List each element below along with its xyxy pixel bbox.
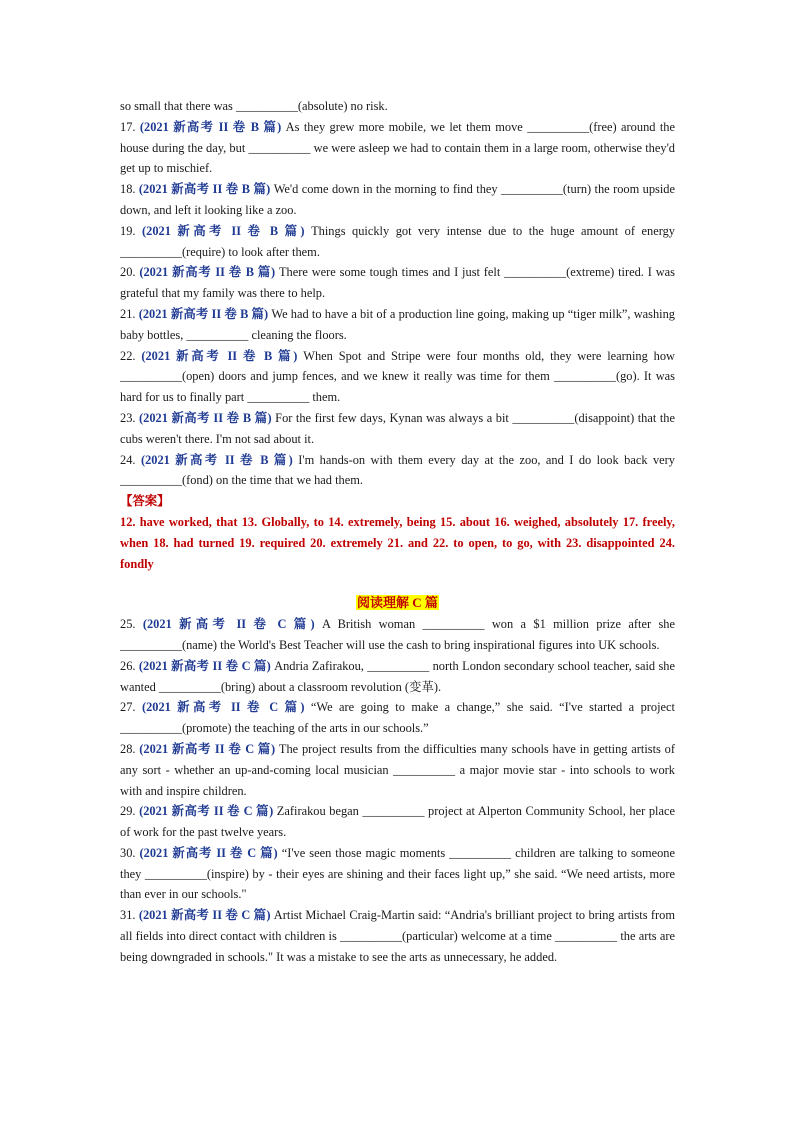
- source-tag: (2021 新高考 II 卷 C 篇): [139, 804, 274, 819]
- exercise-item: 21. (2021 新高考 II 卷 B 篇) We had to have a bit of a production line going, making up “tiger milk”, washing baby bottles, __________ cleaning the floors.: [120, 306, 675, 342]
- source-tag: (2021 新高考 II 卷 C 篇): [139, 845, 278, 860]
- source-tag: (2021 新高考 II 卷 B 篇): [142, 223, 305, 238]
- exercise-item: 17. (2021 新高考 II 卷 B 篇) As they grew more mobile, we let them move __________(free) around the house during the day, but __________ we were asleep we had to contain them in a large room, otherwise they'd get up to mischief.: [120, 119, 675, 176]
- source-tag: (2021 新高考 II 卷 C 篇): [138, 908, 271, 923]
- source-tag: (2021 新高考 II 卷 B 篇): [139, 119, 282, 134]
- exercise-item: 25. (2021 新高考 II 卷 C 篇) A British woman __________ won a $1 million prize after she __________(name) the World's Best Teacher will use the cash to bring inspirational figures into UK schools.: [120, 617, 675, 652]
- exercise-item: 24. (2021 新高考 II 卷 B 篇) I'm hands-on with them every day at the zoo, and I do look back very __________(fond) on the time that we had them.: [120, 452, 675, 488]
- exercise-item: 18. (2021 新高考 II 卷 B 篇) We'd come down in the morning to find they __________(turn) the room upside down, and left it looking like a zoo.: [120, 182, 675, 217]
- section-title: 阅读理解 C 篇: [357, 595, 438, 611]
- exercise-item: 22. (2021 新高考 II 卷 B 篇) When Spot and Stripe were four months old, they were learning how __________(open) doors and jump fences, and we knew it really was time for them __________(go). It was hard for us to finally part __________ them.: [120, 348, 675, 405]
- exercise-item: 30. (2021 新高考 II 卷 C 篇) “I've seen those magic moments __________ children are talking to someone they __________(inspire) by - their eyes are shining and their faces light up,” she said. “We need artists, more than ever in our schools.": [120, 845, 675, 902]
- answer-text: 12. have worked, that 13. Globally, to 14. extremely, being 15. about 16. weighed, absolutely 17. freely, when 18. had turned 19. required 20. extremely 21. and 22. to open, to go, with 23. disappointed 24. fondly: [120, 514, 675, 571]
- exercise-list-c: [120, 614, 675, 968]
- exercise-list-b: [120, 96, 675, 491]
- answer-heading: 【答案】: [120, 494, 170, 509]
- exercise-item: 23. (2021 新高考 II 卷 B 篇) For the first few days, Kynan was always a bit __________(disappoint) that the cubs weren't there. I'm not sad about it.: [120, 410, 675, 446]
- source-tag: (2021 新高考 II 卷 C 篇): [142, 617, 315, 632]
- source-tag: (2021 新高考 II 卷 C 篇): [141, 700, 305, 715]
- source-tag: (2021 新高考 II 卷 B 篇): [139, 265, 276, 280]
- source-tag: (2021 新高考 II 卷 B 篇): [139, 410, 272, 425]
- source-tag: (2021 新高考 II 卷 C 篇): [138, 658, 271, 673]
- exercise-item: 27. (2021 新高考 II 卷 C 篇) “We are going to make a change,” she said. “I've started a project __________(promote) the teaching of the arts in our schools.”: [120, 700, 675, 736]
- exercise-item: 26. (2021 新高考 II 卷 C 篇) Andria Zafirakou, __________ north London secondary school teacher, said she wanted __________(bring) about a classroom revolution (变革).: [120, 658, 675, 694]
- section-title-wrap: [120, 593, 675, 614]
- exercise-item: 31. (2021 新高考 II 卷 C 篇) Artist Michael Craig-Martin said: “Andria's brilliant project to bring artists from all fields into direct contact with children is __________(particular) welcome at a time __________ the arts are being downgraded in schools." It was a mistake to see the arts as unnecessary, he added.: [120, 908, 675, 964]
- source-tag: (2021 新高考 II 卷 B 篇): [140, 452, 293, 467]
- exercise-item: 29. (2021 新高考 II 卷 C 篇) Zafirakou began __________ project at Alperton Community School, her place of work for the past twelve years.: [120, 804, 675, 840]
- source-tag: (2021 新高考 II 卷 C 篇): [139, 741, 276, 756]
- exercise-item: 19. (2021 新高考 II 卷 B 篇) Things quickly got very intense due to the huge amount of energy __________(require) to look after them.: [120, 223, 676, 259]
- page-content: [120, 96, 675, 968]
- source-tag: (2021 新高考 II 卷 B 篇): [138, 182, 271, 197]
- exercise-item: so small that there was __________(absolute) no risk.: [120, 99, 388, 113]
- exercise-item: 28. (2021 新高考 II 卷 C 篇) The project results from the difficulties many schools have in getting artists of any sort - whether an up-and-coming local musician __________ a major movie star - into schools to work with and inspire children.: [120, 741, 675, 798]
- source-tag: (2021 新高考 II 卷 B 篇): [141, 348, 298, 363]
- source-tag: (2021 新高考 II 卷 B 篇): [138, 306, 269, 321]
- exercise-item: 20. (2021 新高考 II 卷 B 篇) There were some tough times and I just felt __________(extreme) tired. I was grateful that my family was there to help.: [120, 265, 675, 301]
